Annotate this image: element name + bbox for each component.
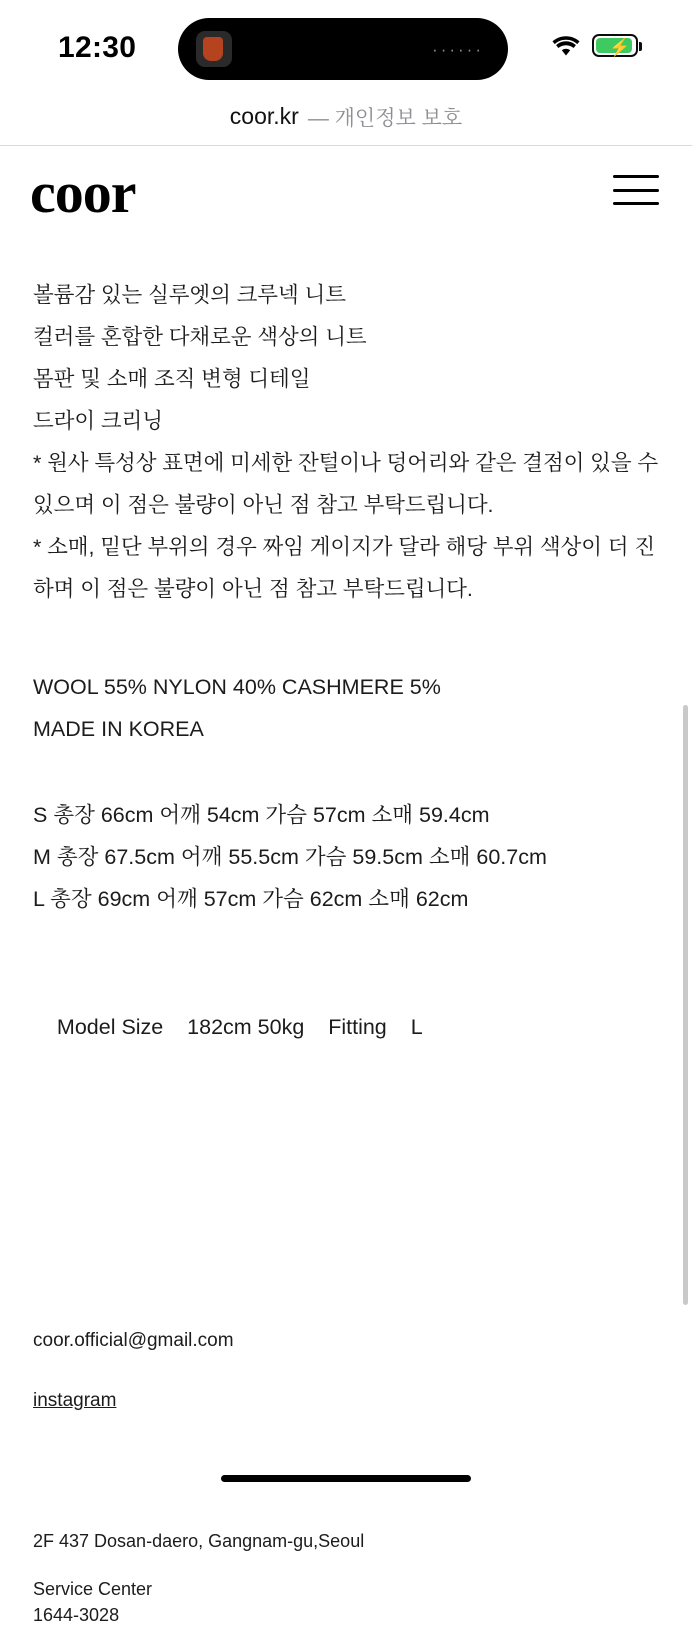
service-center-number[interactable]: 1644-3028 (33, 1605, 120, 1625)
fitting-value: L (410, 1015, 423, 1039)
description-line: 몸판 및 소매 조직 변형 디테일 (33, 367, 311, 391)
model-measurements: 182cm 50kg (187, 1015, 305, 1039)
browser-url-bar[interactable] (0, 96, 692, 146)
size-row-l: L 총장 69cm 어깨 57cm 가슴 62cm 소매 62cm (33, 887, 469, 911)
home-indicator[interactable] (221, 1475, 471, 1482)
size-chart (33, 794, 659, 920)
footer-address: 2F 437 Dosan-daero, Gangnam-gu,Seoul (33, 1531, 365, 1551)
footer-address-block (33, 1526, 659, 1628)
wifi-icon (551, 35, 581, 57)
status-time: 12:30 (58, 31, 137, 64)
page-scrollbar[interactable] (683, 705, 688, 1305)
description-line: 컬러를 혼합한 다채로운 색상의 니트 (33, 325, 367, 349)
model-size-label: Model Size (56, 1015, 164, 1039)
url-host: coor.kr (229, 103, 299, 129)
island-activity-dots: ······ (432, 39, 484, 59)
description-line: 볼륨감 있는 실루엣의 크루넥 니트 (33, 283, 346, 307)
size-row-s: S 총장 66cm 어깨 54cm 가슴 57cm 소매 59.4cm (33, 803, 490, 827)
material-composition: WOOL 55% NYLON 40% CASHMERE 5% (33, 675, 441, 699)
url-privacy-note: — 개인정보 보호 (307, 106, 463, 130)
country-of-origin: MADE IN KOREA (33, 717, 204, 741)
description-line: 드라이 크리닝 (33, 409, 163, 433)
model-size-row (33, 964, 659, 1090)
service-center-label: Service Center (33, 1579, 153, 1599)
hamburger-menu-icon[interactable] (613, 175, 659, 205)
product-detail-content (0, 234, 692, 1628)
status-indicators (551, 34, 638, 57)
dynamic-island[interactable] (178, 18, 508, 80)
product-description (33, 274, 659, 610)
composition-block (33, 666, 659, 750)
description-note: * 원사 특성상 표면에 미세한 잔털이나 덩어리와 같은 결점이 있을 수 있으며 이 점은 불량이 아닌 점 참고 부탁드립니다. (33, 451, 659, 517)
description-note: * 소매, 밑단 부위의 경우 짜임 게이지가 달라 해당 부위 색상이 더 진하며 이 점은 불량이 아닌 점 참고 부탁드립니다. (33, 535, 656, 601)
fitting-label: Fitting (328, 1015, 387, 1039)
footer-contact (33, 1320, 659, 1422)
status-bar (0, 0, 692, 96)
size-row-m: M 총장 67.5cm 어깨 55.5cm 가슴 59.5cm 소매 60.7cm (33, 845, 547, 869)
instagram-link[interactable]: instagram (33, 1390, 117, 1411)
brand-logo[interactable]: coor (30, 160, 136, 225)
island-thumbnail-icon (196, 31, 232, 67)
site-header (0, 146, 692, 234)
battery-charging-icon: ⚡ (592, 34, 638, 57)
footer-email: coor.official@gmail.com (33, 1330, 234, 1351)
